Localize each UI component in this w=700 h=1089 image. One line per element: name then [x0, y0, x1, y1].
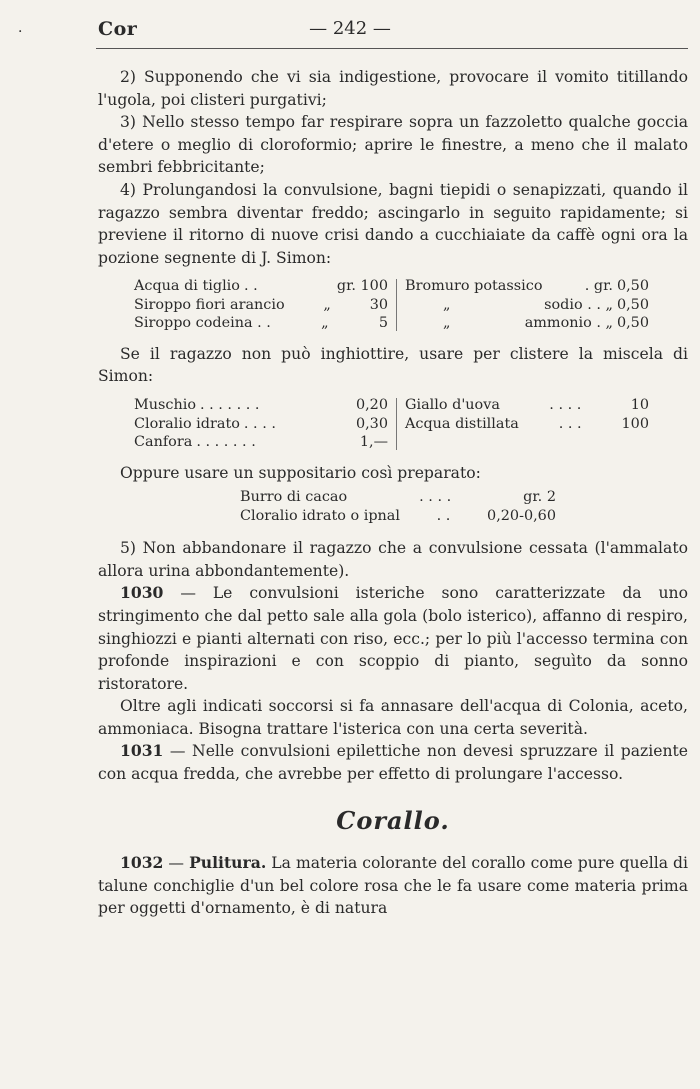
- formula-row: Acqua distillata . . . 100: [405, 415, 649, 432]
- paragraph-1032: 1032 — Pulitura. La materia colorante del corallo come pure quella di talune conchiglie d'un bel colore rosa che le fa usare come materia prima per oggetti d'ornamento, è di natura: [98, 853, 689, 918]
- section-number: 1031: [120, 741, 164, 761]
- section-number: 1032: [120, 853, 164, 873]
- formula-row: Giallo d'uova . . . . 10: [405, 397, 649, 414]
- formula-row: Muschio . . . . . . . 0,20: [134, 397, 388, 414]
- run-in-heading: Pulitura.: [189, 853, 267, 873]
- section-number: 1030: [120, 583, 164, 603]
- paragraph-3: 3) Nello stesso tempo far respirare sopra un fazzoletto qualche goccia d'etere o meglio di cloroformio; aprire le finestre, a meno che il malato sembri febbricitante;: [98, 113, 688, 177]
- paragraph-oltre: Oltre agli indicati soccorsi si fa annasare dell'acqua di Colonia, aceto, ammoniaca. Bisogna trattare l'isterica con una certa severità.: [98, 697, 688, 738]
- header-rule: [96, 48, 688, 49]
- page-header: [0, 14, 700, 54]
- page-number: — 242 —: [309, 18, 391, 39]
- section-title: Corallo.: [336, 805, 450, 835]
- running-head: Cor: [98, 18, 138, 40]
- formula-1-right-column: [397, 277, 649, 333]
- formula-simon-potion: [134, 277, 688, 333]
- formula-row: Siroppo fiori arancio „ 30: [134, 296, 388, 313]
- formula-row: Cloralio idrato o ipnal . . 0,20-0,60: [240, 507, 556, 524]
- paragraph-4: 4) Prolungandosi la convulsione, bagni tiepidi o senapizzati, quando il ragazzo sembra diventar freddo; ascingarlo in seguito rapidamente; si previene il ritorno di nuove crisi dando a cucchiaiate da caffè ogni ora la pozione segnente di J. Simon:: [98, 180, 688, 267]
- formula-row: Burro di cacao . . . . gr. 2: [240, 489, 556, 506]
- paragraph-suppository: Oppure usare un suppositario così preparato:: [120, 463, 481, 482]
- formula-simon-enema: [134, 396, 688, 452]
- paragraph-5: 5) Non abbandonare il ragazzo che a convulsione cessata (l'ammalato allora urina abbondantemente).: [98, 539, 688, 580]
- formula-row: Acqua di tiglio . . gr. 100: [134, 278, 388, 295]
- formula-row: „ sodio . . „ 0,50: [443, 296, 649, 313]
- margin-mark: ·: [18, 24, 23, 40]
- page-body: [98, 66, 688, 920]
- formula-row: Cloralio idrato . . . . 0,30: [134, 415, 388, 432]
- formula-2-left-column: [134, 396, 396, 452]
- formula-row: Canfora . . . . . . . 1,—: [134, 434, 388, 451]
- formula-row: Bromuro potassico . gr. 0,50: [405, 278, 649, 295]
- paragraph-simon-enema: Se il ragazzo non può inghiottire, usare per clistere la miscela di Simon:: [98, 344, 688, 386]
- paragraph-2: 2) Supponendo che vi sia indigestione, provocare il vomito titillando l'ugola, poi clisteri purgativi;: [98, 68, 688, 109]
- formula-row: „ ammonio . „ 0,50: [443, 315, 649, 332]
- formula-1-left-column: [134, 277, 396, 333]
- paragraph-1031: 1031 — Nelle convulsioni epilettiche non devesi spruzzare il paziente con acqua fredda, che avrebbe per effetto di prolungare l'accesso.: [98, 741, 688, 784]
- formula-suppository: [240, 488, 688, 525]
- formula-row: Siroppo codeina . . „ 5: [134, 315, 388, 332]
- paragraph-1030: 1030 — Le convulsioni isteriche sono caratterizzate da uno stringimento che dal petto sale alla gola (bolo isterico), affanno di respiro, singhiozzi e pianti alternati con riso, ecc.; per lo più l'accesso termina con profonde inspirazioni e con scoppio di pianto, seguìto da sonno ristoratore.: [98, 583, 688, 693]
- formula-2-right-column: [397, 396, 649, 452]
